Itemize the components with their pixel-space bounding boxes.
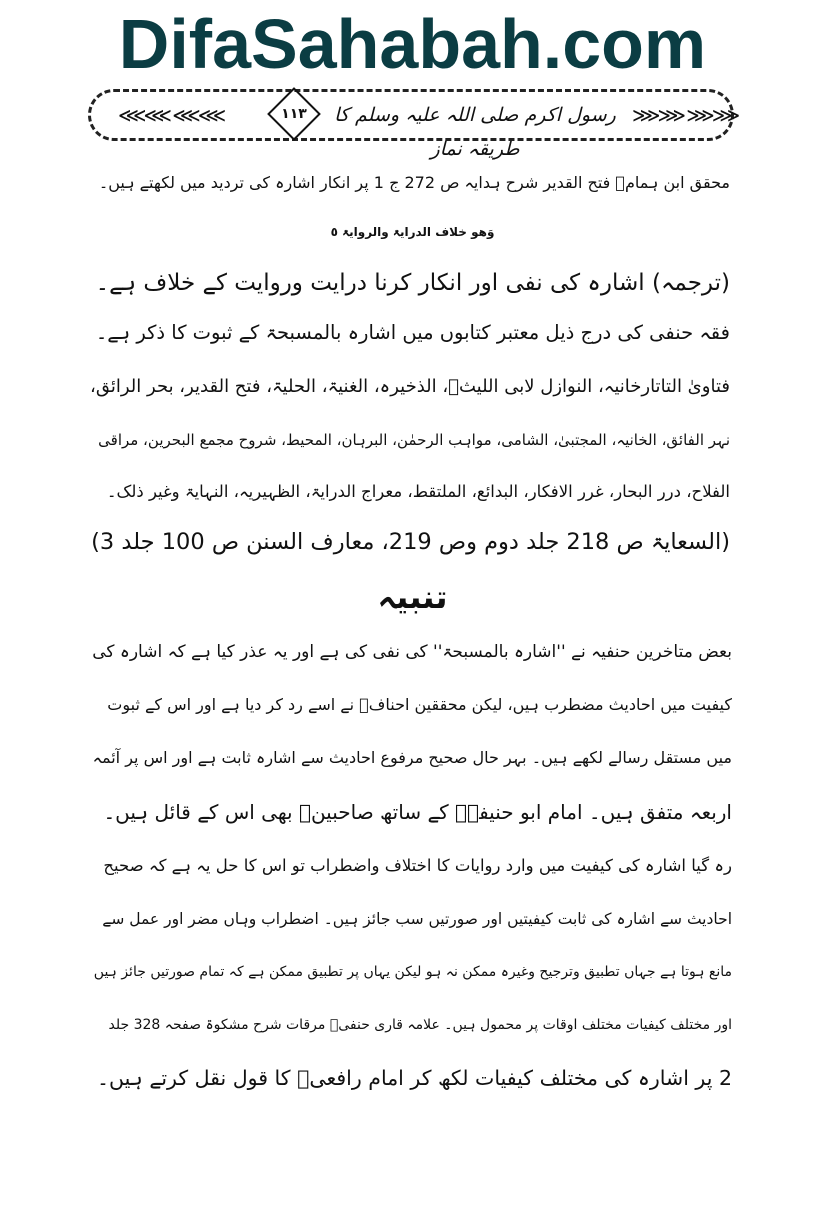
paragraph-line-1: بعض متاخرین حنفیہ نے ''اشارہ بالمسبحۃ'' کی نفی کی ہے اور یہ عذر کیا ہے کہ اشارہ کی — [92, 642, 732, 662]
paragraph-line-7: مانع ہوتا ہے جہاں تطبیق وترجیح وغیرہ ممکن نہ ہو لیکن یہاں پر تطبیق ممکن ہے کہ تمام صورتیں جائز ہیں — [93, 964, 732, 980]
section-heading: تنبیہ — [377, 578, 448, 616]
text-line-4: فقہ حنفی کی درج ذیل معتبر کتابوں میں اشارہ بالمسبحۃ کے ثبوت کا ذکر ہے۔ — [95, 321, 730, 344]
arabic-quote: وَھو خلاف الدرایۃ والروایۃ ٥ — [330, 225, 495, 239]
reference-line: (السعایۃ ص 218 جلد دوم وص 219، معارف السنن ص 100 جلد 3) — [91, 529, 730, 555]
book-list-line-3: الفلاح، درر البحار، غرر الافکار، البدائع، الملتقط، معراج الدرایۃ، الظہیریہ، النہایۃ وغیر ذلک۔ — [106, 482, 730, 501]
book-list-line-2: نہر الفائق، الخانیہ، المجتبیٰ، الشامی، مواہب الرحمٰن، البرہان، المحیط، شروح مجمع البحرین، مراقی — [98, 431, 730, 449]
paragraph-line-4: اربعہ متفق ہیں۔ امام ابو حنیفہؒ کے ساتھ صاحبینؒ بھی اس کے قائل ہیں۔ — [103, 800, 732, 824]
running-header-title: رسول اکرم صلی اللہ علیہ وسلم کا طریقہ نماز — [334, 104, 616, 160]
paragraph-line-2: کیفیت میں احادیث مضطرب ہیں، لیکن محققین احنافؒ نے اسے رد کر دیا ہے اور اس کے ثبوت — [107, 695, 732, 714]
ornament-arrows-left-icon: ⋘⋘ ⋘⋘ — [118, 103, 224, 127]
paragraph-line-5: رہ گیا اشارہ کی کیفیت میں وارد روایات کا اختلاف واضطراب تو اس کا حل یہ ہے کہ صحیح — [103, 856, 732, 875]
page-number: ۱۱۳ — [281, 106, 307, 122]
paragraph-line-6: احادیث سے اشارہ کی ثابت کیفیتیں اور صورتیں سب جائز ہیں۔ اضطراب وہاں مضر اور عمل سے — [102, 910, 732, 928]
site-watermark: DifaSahabah.com — [118, 5, 707, 83]
ornament-arrows-right-icon: ⋙⋙ ⋙⋙ — [632, 103, 738, 127]
book-list-line-1: فتاویٰ التاتارخانیہ، النوازل لابی اللیثؒ، الذخیرہ، الغنیۃ، الحلیۃ، فتح القدیر، بحر الرائق، — [90, 376, 730, 397]
paragraph-line-3: میں مستقل رسالے لکھے ہیں۔ بہر حال صحیح مرفوع احادیث سے اشارہ ثابت ہے اور اس پر آئمہ — [92, 748, 732, 767]
text-line-1: محقق ابن ہمامؒ فتح القدیر شرح ہدایہ ص 272 ج 1 پر انکار اشارہ کی تردید میں لکھتے ہیں۔ — [98, 173, 730, 192]
paragraph-line-9: 2 پر اشارہ کی مختلف کیفیات لکھ کر امام رافعیؒ کا قول نقل کرتے ہیں۔ — [97, 1066, 732, 1090]
paragraph-line-8: اور مختلف کیفیات مختلف اوقات پر محمول ہیں۔ علامہ قاری حنفیؒ مرقات شرح مشکوۃ صفحہ 328 جلد — [108, 1017, 732, 1033]
translation-line: (ترجمہ) اشارہ کی نفی اور انکار کرنا درایت وروایت کے خلاف ہے۔ — [95, 270, 730, 296]
